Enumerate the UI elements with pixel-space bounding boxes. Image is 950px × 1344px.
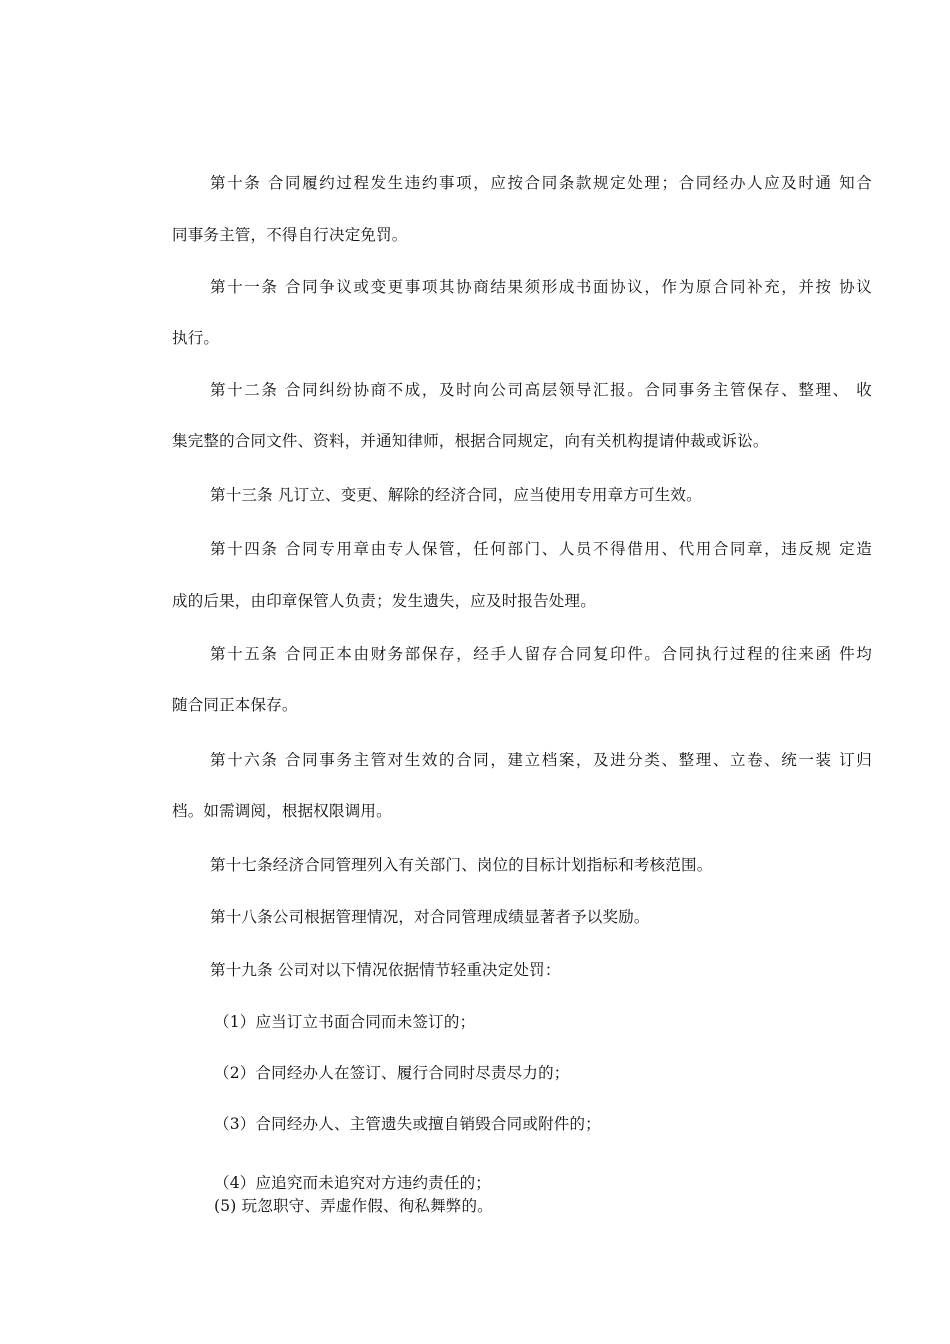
article-14-line-2: 成的后果，由印章保管人负责；发生遗失，应及时报告处理。 — [172, 592, 596, 610]
article-16-line-1: 第十六条 合同事务主管对生效的合同，建立档案，及进分类、整理、立卷、统一装 订归 — [210, 751, 872, 769]
article-19-line-1: 第十九条 公司对以下情况依据情节轻重决定处罚： — [210, 961, 561, 979]
article-13-line-1: 第十三条 凡订立、变更、解除的经济合同，应当使用专用章方可生效。 — [210, 486, 702, 504]
article-12-line-2: 集完整的合同文件、资料，并通知律师，根据合同规定，向有关机构提请仲裁或诉讼。 — [172, 432, 769, 450]
article-10-line-2: 同事务主管，不得自行决定免罚。 — [172, 226, 408, 244]
article-15-line-2: 随合同正本保存。 — [172, 696, 298, 714]
penalty-item-3: （3）合同经办人、主管遗失或擅自销毁合同或附件的； — [214, 1115, 601, 1133]
article-12-line-1: 第十二条 合同纠纷协商不成，及时向公司高层领导汇报。合同事务主管保存、整理、 收 — [210, 381, 872, 399]
article-17-line-1: 第十七条经济合同管理列入有关部门、岗位的目标计划指标和考核范围。 — [210, 856, 713, 874]
penalty-item-1: （1）应当订立书面合同而未签订的； — [214, 1013, 476, 1031]
penalty-item-4: （4）应追究而未追究对方违约责任的； — [214, 1174, 491, 1192]
article-11-line-1: 第十一条 合同争议或变更事项其协商结果须形成书面协议，作为原合同补充，并按 协议 — [210, 278, 872, 296]
article-15-line-1: 第十五条 合同正本由财务部保存，经手人留存合同复印件。合同执行过程的往来函 件均 — [210, 645, 872, 663]
article-18-line-1: 第十八条公司根据管理情况，对合同管理成绩显著者予以奖励。 — [210, 908, 650, 926]
penalty-item-5: (5) 玩忽职守、弄虚作假、徇私舞弊的。 — [214, 1197, 493, 1215]
article-11-line-2: 执行。 — [172, 329, 220, 347]
penalty-item-2: （2）合同经办人在签订、履行合同时尽责尽力的； — [214, 1064, 570, 1082]
article-16-line-2: 档。如需调阅，根据权限调用。 — [172, 802, 392, 820]
article-10-line-1: 第十条 合同履约过程发生违约事项，应按合同条款规定处理；合同经办人应及时通 知合 — [210, 174, 872, 192]
article-14-line-1: 第十四条 合同专用章由专人保管，任何部门、人员不得借用、代用合同章，违反规 定造 — [210, 540, 872, 558]
